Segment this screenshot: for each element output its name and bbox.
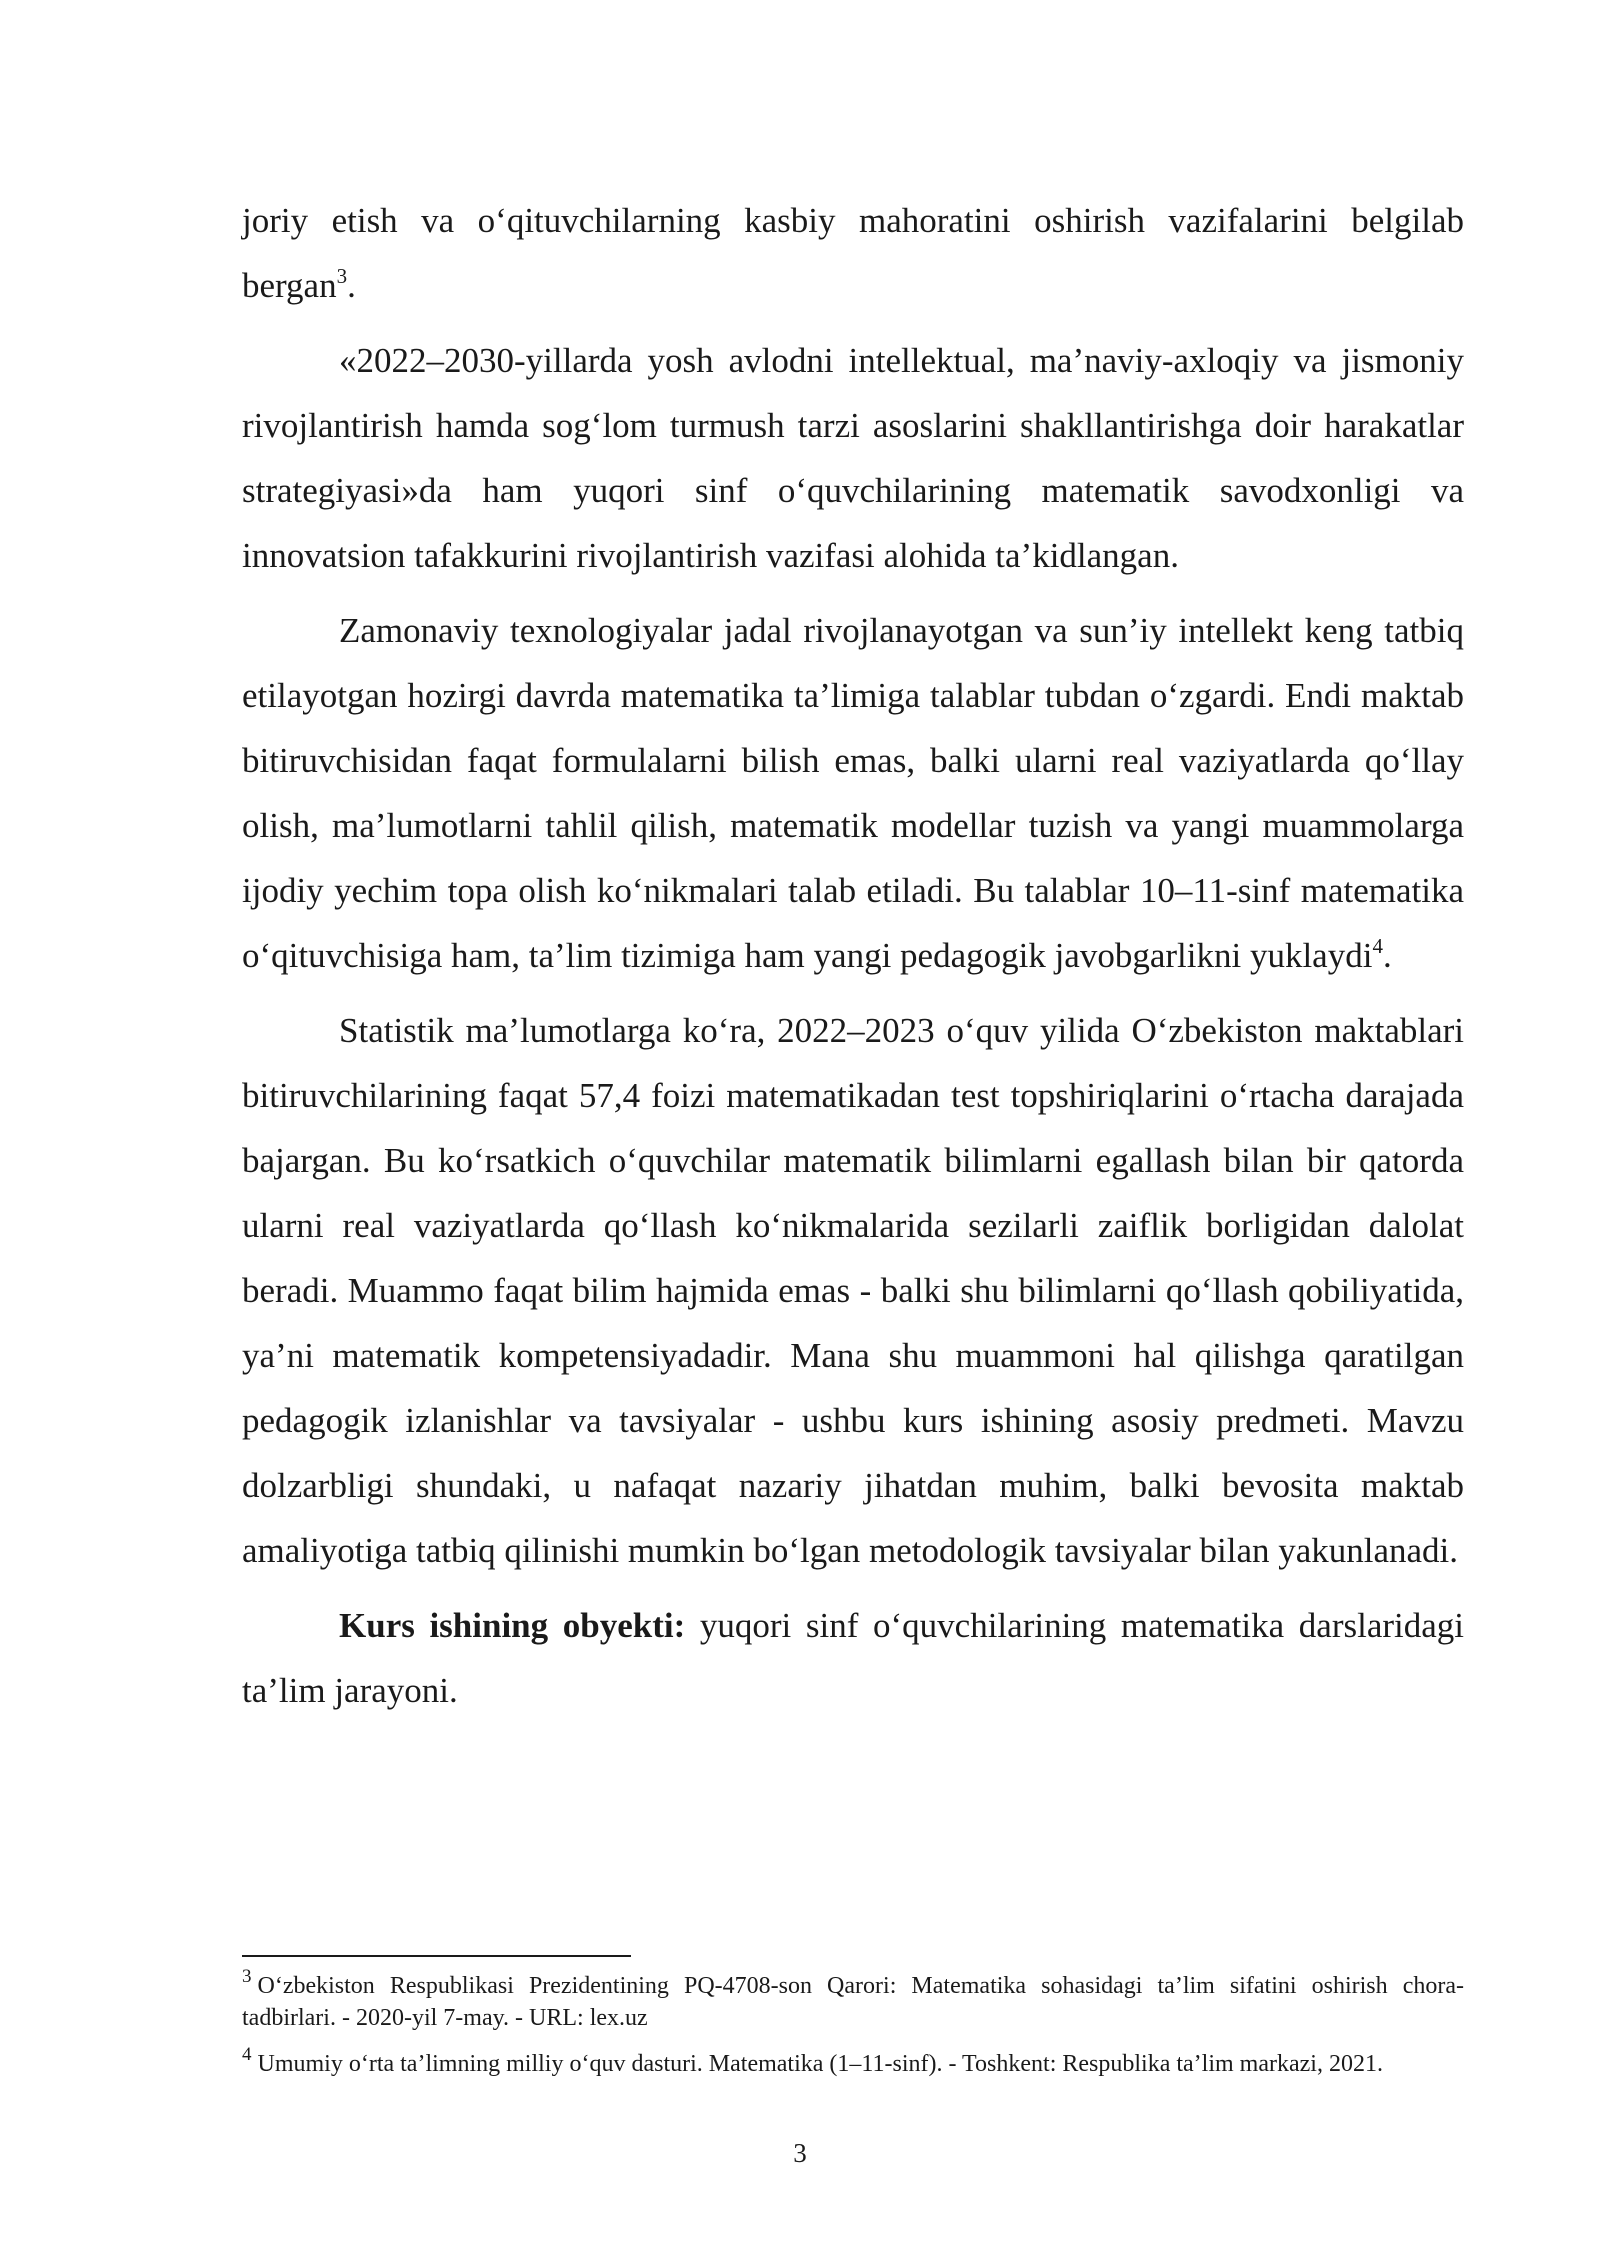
- footnote-number-3: 3: [242, 1966, 252, 1987]
- paragraph-3-text: Zamonaviy texnologiyalar jadal rivojlanayotgan va sun’iy intellekt keng tatbiq etilayotgan hozirgi davrda matematika ta’limiga talablar tubdan o‘zgardi. Endi maktab bitiruvchisidan faqat formulalarni bilish emas, balki ularni real vaziyatlarda qo‘llay olish, ma’lumotlarni tahlil qilish, matematik modellar tuzish va yangi muammolarga ijodiy yechim topa olish ko‘nikmalari talab etiladi. Bu talablar 10–11-sinf matematika o‘qituvchisiga ham, ta’lim tizimiga ham yangi pedagogik javobgarlikni yuklaydi: [242, 611, 1464, 975]
- body-text: [242, 188, 1464, 1733]
- paragraph-2: [242, 328, 1464, 588]
- paragraph-1: [242, 188, 1464, 318]
- paragraph-2-text: «2022–2030-yillarda yosh avlodni intellektual, ma’naviy-axloqiy va jismoniy rivojlantirish hamda sog‘lom turmush tarzi asoslarini shakllantirishga doir harakatlar strategiyasi»da ham yuqori sinf o‘quvchilarining matematik savodxonligi va innovatsion tafakkurini rivojlantirish vazifasi alohida ta’kidlangan.: [242, 341, 1464, 575]
- footnotes: [242, 1966, 1464, 2094]
- footnote-4-text: Umumiy o‘rta ta’limning milliy o‘quv dasturi. Matematika (1–11-sinf). - Toshkent: Respublika ta’lim markazi, 2021.: [257, 2051, 1383, 2077]
- footnote-separator: [242, 1955, 631, 1957]
- footnote-4: [242, 2044, 1464, 2080]
- paragraph-4: [242, 998, 1464, 1583]
- page-number: 3: [793, 2138, 807, 2168]
- paragraph-4-text: Statistik ma’lumotlarga ko‘ra, 2022–2023 o‘quv yilida O‘zbekiston maktablari bitiruvchilarining faqat 57,4 foizi matematikadan test topshiriqlarini o‘rtacha darajada bajargan. Bu ko‘rsatkich o‘quvchilar matematik bilimlarni egallash bilan bir qatorda ularni real vaziyatlarda qo‘llash ko‘nikmalarida sezilarli zaiflik borligidan dalolat beradi. Muammo faqat bilim hajmida emas - balki shu bilimlarni qo‘llash qobiliyatida, ya’ni matematik kompetensiyadadir. Mana shu muammoni hal qilishga qaratilgan pedagogik izlanishlar va tavsiyalar - ushbu kurs ishining asosiy predmeti. Mavzu dolzarbligi shundaki, u nafaqat nazariy jihatdan muhim, balki bevosita maktab amaliyotiga tatbiq qilinishi mumkin bo‘lgan metodologik tavsiyalar bilan yakunlanadi.: [242, 1011, 1464, 1570]
- paragraph-5: [242, 1593, 1464, 1723]
- paragraph-3-end: .: [1382, 936, 1392, 975]
- footnote-ref-4[interactable]: 4: [1372, 934, 1383, 958]
- footnote-3: [242, 1966, 1464, 2034]
- paragraph-1-end: .: [347, 266, 356, 305]
- footnote-ref-3[interactable]: 3: [336, 264, 348, 288]
- footnote-3-text: O‘zbekiston Respublikasi Prezidentining PQ-4708-son Qarori: Matematika sohasidagi ta’lim sifatini oshirish chora-tadbirlari. - 2020-yil 7-may. - URL: lex.uz: [242, 1973, 1464, 2031]
- paragraph-1-text: joriy etish va o‘qituvchilarning kasbiy mahoratini oshirish vazifalarini belgilab bergan: [242, 201, 1464, 305]
- footnote-number-4: 4: [242, 2044, 252, 2065]
- course-object-text: yuqori sinf o‘quvchilarining matematika darslaridagi ta’lim jarayoni.: [242, 1606, 1464, 1710]
- course-object-label: Kurs ishining obyekti:: [339, 1606, 686, 1645]
- paragraph-3: [242, 598, 1464, 988]
